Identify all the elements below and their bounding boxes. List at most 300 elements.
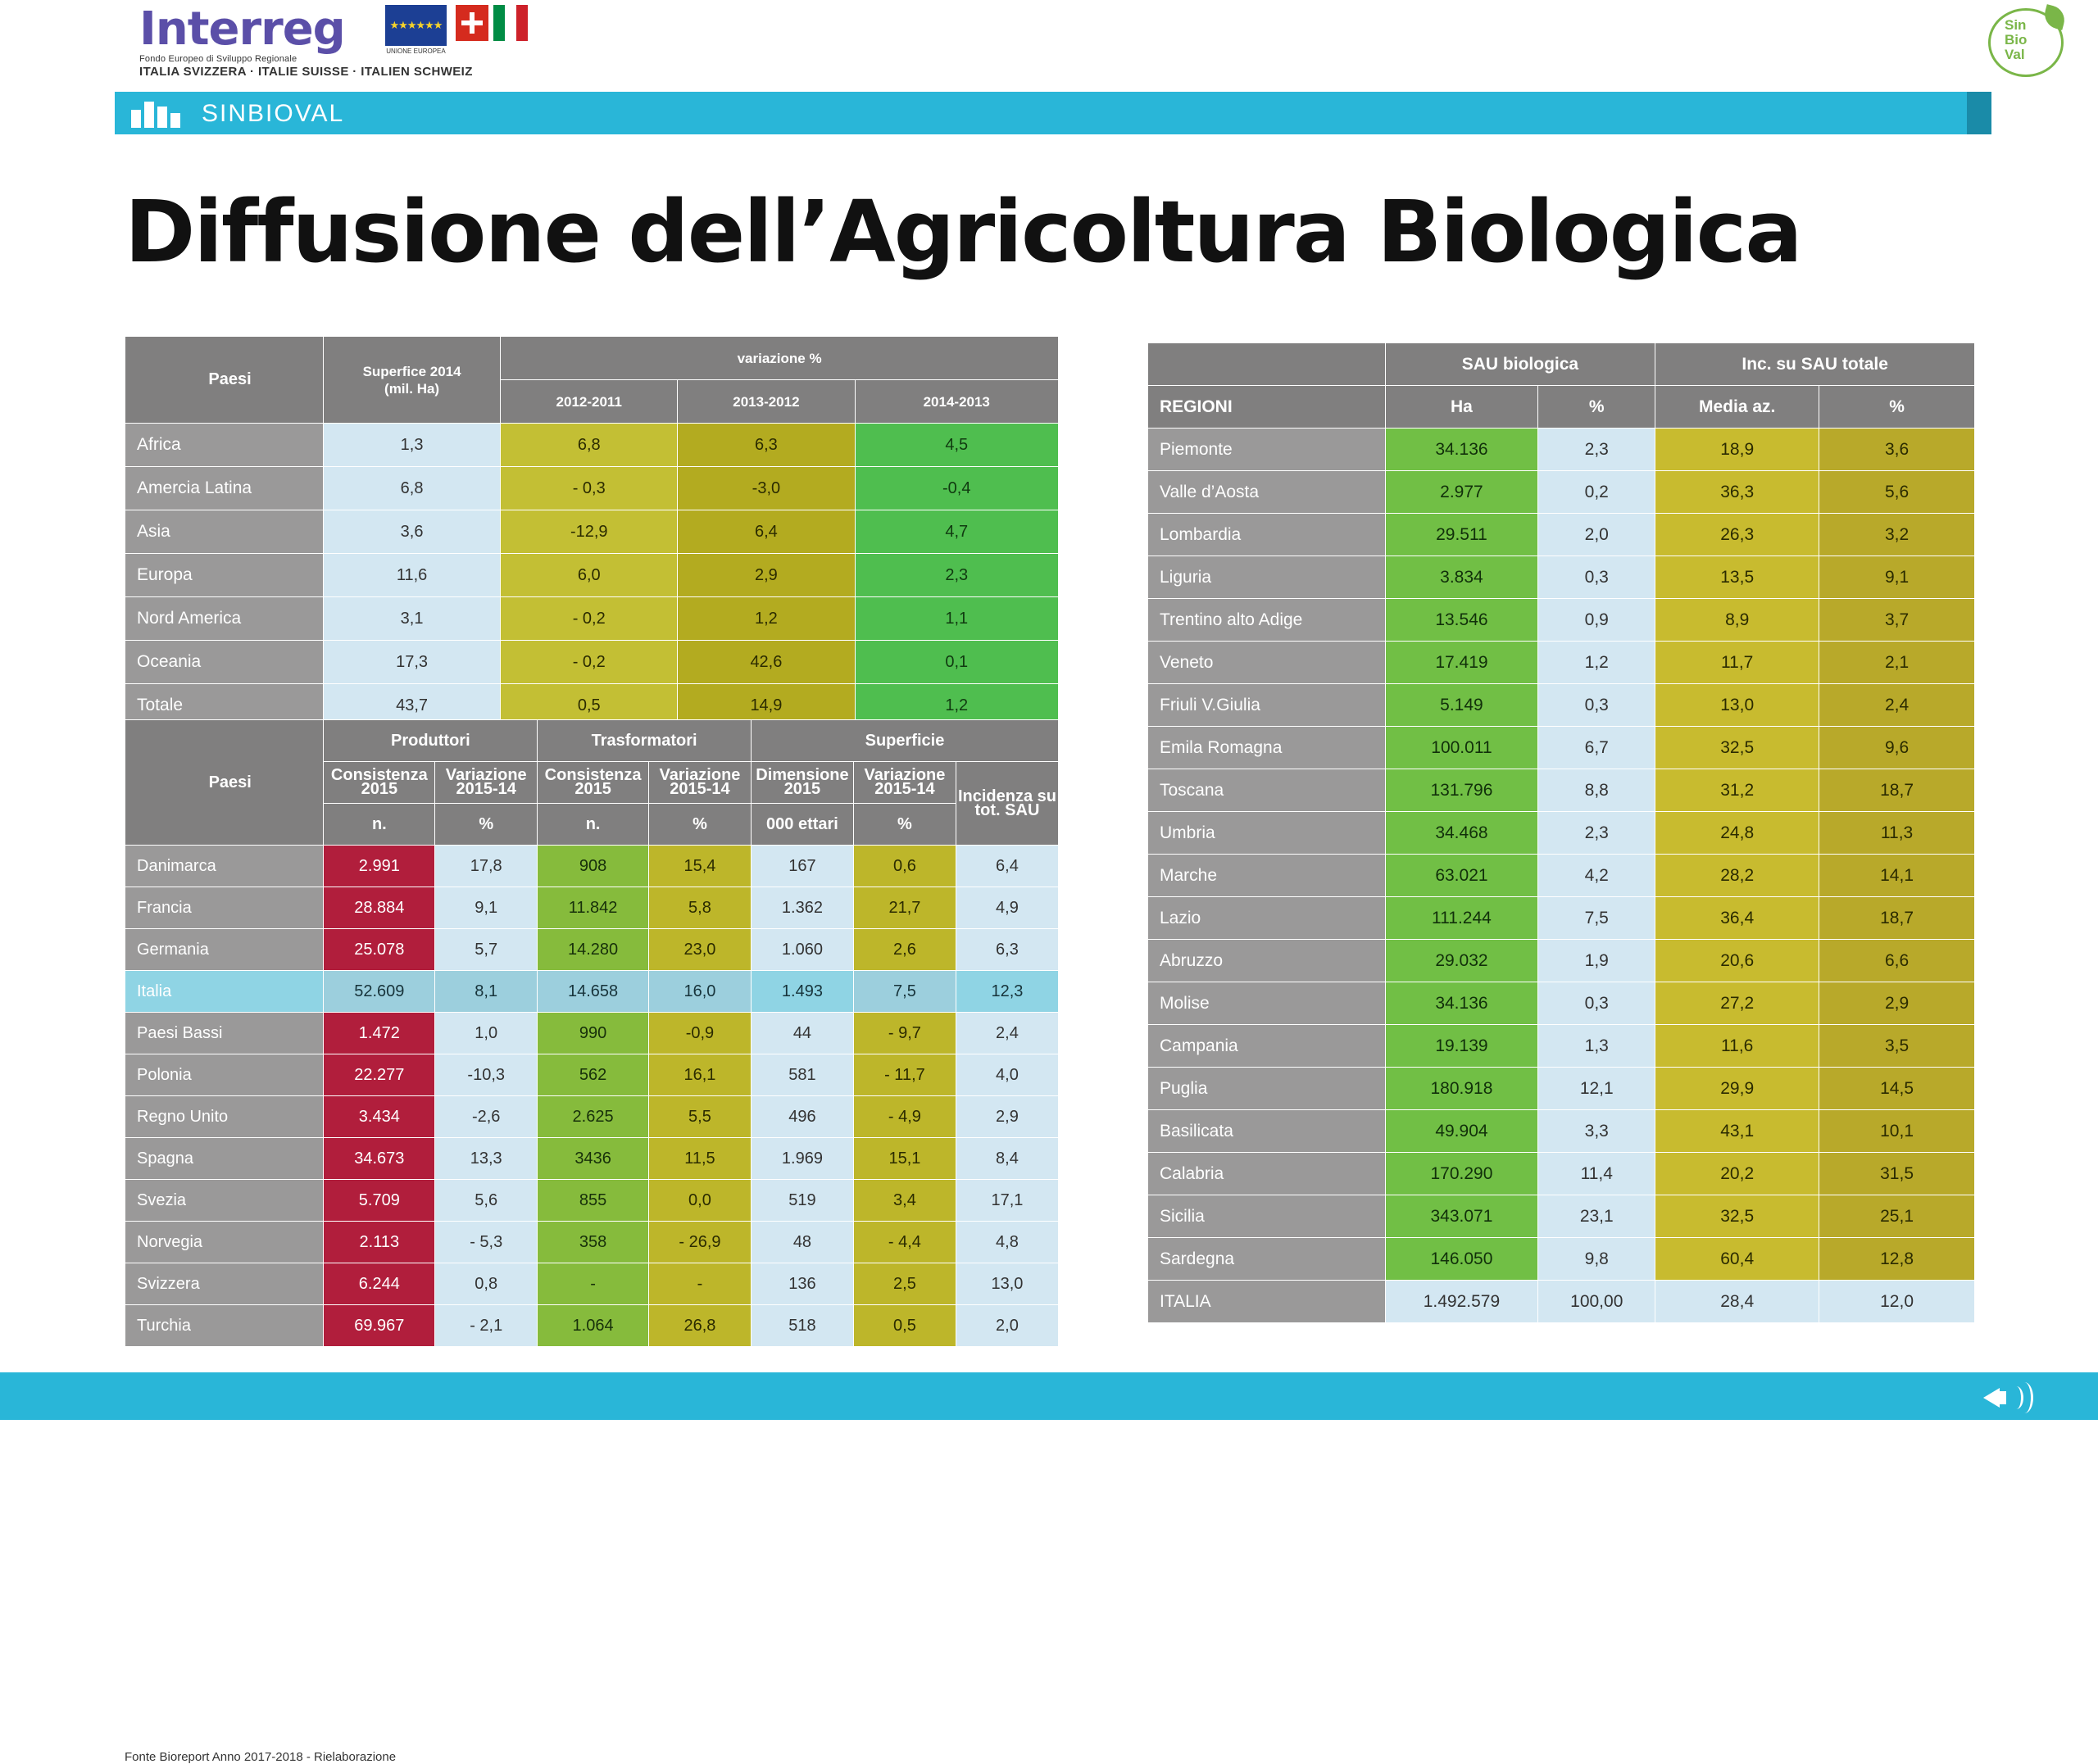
cell-superficie: 11,6 xyxy=(323,554,500,597)
cell-inc-pct: 25,1 xyxy=(1819,1195,1975,1238)
cell-sau-pct: 2,0 xyxy=(1538,514,1655,556)
table-row xyxy=(125,510,1059,554)
cell-produttori-variazione: 17,8 xyxy=(435,846,538,887)
table-row xyxy=(1148,1195,1975,1238)
cell-sau-ha: 34.136 xyxy=(1385,429,1538,471)
col-media-az: Media az. xyxy=(1655,386,1819,429)
row-label: Veneto xyxy=(1148,642,1386,684)
row-label: Africa xyxy=(125,424,324,467)
table-row xyxy=(1148,514,1975,556)
cell-trasformatori-consistenza: - xyxy=(538,1263,649,1305)
cell-superficie: 43,7 xyxy=(323,684,500,728)
cell-inc-pct: 10,1 xyxy=(1819,1110,1975,1153)
cell-trasformatori-variazione: - xyxy=(648,1263,751,1305)
cell-superficie-dimensione: 136 xyxy=(751,1263,853,1305)
cell-superficie-variazione: 0,5 xyxy=(853,1305,956,1347)
col-regioni: REGIONI xyxy=(1148,386,1386,429)
speaker-icon[interactable] xyxy=(1983,1381,2032,1414)
col-incidenza-sau: Incidenza su tot. SAU xyxy=(956,762,1058,846)
cell-trasformatori-consistenza: 1.064 xyxy=(538,1305,649,1347)
continents-table-body xyxy=(125,424,1059,750)
cell-produttori-consistenza: 22.277 xyxy=(324,1054,435,1096)
row-label: Sicilia xyxy=(1148,1195,1386,1238)
col-variazione-trasf: Variazione 2015-14 xyxy=(648,762,751,804)
cell-inc-pct: 18,7 xyxy=(1819,769,1975,812)
cell-produttori-consistenza: 28.884 xyxy=(324,887,435,929)
cell-inc-pct: 2,4 xyxy=(1819,684,1975,727)
table-row xyxy=(1148,897,1975,940)
cell-media-az: 32,5 xyxy=(1655,727,1819,769)
cell-trasformatori-variazione: 5,5 xyxy=(648,1096,751,1138)
cell-sau-ha: 19.139 xyxy=(1385,1025,1538,1068)
cell-produttori-consistenza: 2.113 xyxy=(324,1222,435,1263)
row-label: Sardegna xyxy=(1148,1238,1386,1281)
cell-inc-pct: 3,2 xyxy=(1819,514,1975,556)
cell-produttori-consistenza: 5.709 xyxy=(324,1180,435,1222)
table-row xyxy=(1148,982,1975,1025)
cell-inc-pct: 6,6 xyxy=(1819,940,1975,982)
table-total-row xyxy=(1148,1281,1975,1323)
cell-trasformatori-consistenza: 14.280 xyxy=(538,929,649,971)
cell-sau-ha: 100.011 xyxy=(1385,727,1538,769)
table-header-row xyxy=(125,720,1059,762)
col-consistenza-trasf: Consistenza 2015 xyxy=(538,762,649,804)
regions-table xyxy=(1147,342,1975,1323)
table-row xyxy=(1148,642,1975,684)
cell-produttori-variazione: - 5,3 xyxy=(435,1222,538,1263)
cell-media-az: 20,6 xyxy=(1655,940,1819,982)
col-sau-biologica: SAU biologica xyxy=(1385,343,1655,386)
cell-trasformatori-variazione: 0,0 xyxy=(648,1180,751,1222)
cell-sau-pct: 1,2 xyxy=(1538,642,1655,684)
table-header-row xyxy=(1148,343,1975,386)
cell-var-2013-2012: 14,9 xyxy=(678,684,855,728)
table-header-row xyxy=(125,337,1059,380)
cell-incidenza-sau: 13,0 xyxy=(956,1263,1058,1305)
row-label: Europa xyxy=(125,554,324,597)
cell-sau-pct: 0,2 xyxy=(1538,471,1655,514)
cell-superficie-variazione: 3,4 xyxy=(853,1180,956,1222)
cell-inc-pct: 5,6 xyxy=(1819,471,1975,514)
cell-produttori-consistenza: 25.078 xyxy=(324,929,435,971)
table-row xyxy=(1148,684,1975,727)
eu-flag-icon: ★★★★★★ xyxy=(385,5,447,46)
switzerland-flag-icon xyxy=(456,5,488,41)
col-variazione-group: variazione % xyxy=(501,337,1059,380)
col-superficie: Superficie xyxy=(751,720,1058,762)
cell-sau-ha: 131.796 xyxy=(1385,769,1538,812)
table-row xyxy=(1148,1068,1975,1110)
cell-incidenza-sau: 6,4 xyxy=(956,846,1058,887)
cell-var-2014-2013: 0,1 xyxy=(855,641,1059,684)
row-label: Calabria xyxy=(1148,1153,1386,1195)
row-label: Danimarca xyxy=(125,846,324,887)
page-footer xyxy=(0,1372,2098,1420)
cell-trasformatori-variazione: -0,9 xyxy=(648,1013,751,1054)
cell-trasformatori-consistenza: 2.625 xyxy=(538,1096,649,1138)
cell-var-2014-2013: 1,2 xyxy=(855,684,1059,728)
cell-var-2013-2012: 42,6 xyxy=(678,641,855,684)
cell-inc-pct: 2,1 xyxy=(1819,642,1975,684)
row-label: Turchia xyxy=(125,1305,324,1347)
cell-inc-pct: 11,3 xyxy=(1819,812,1975,855)
project-band-end xyxy=(1967,92,1991,134)
cell-trasformatori-consistenza: 358 xyxy=(538,1222,649,1263)
row-label: Campania xyxy=(1148,1025,1386,1068)
cell-produttori-variazione: 13,3 xyxy=(435,1138,538,1180)
row-label: Lazio xyxy=(1148,897,1386,940)
cell-sau-pct: 12,1 xyxy=(1538,1068,1655,1110)
cell-sau-pct: 0,3 xyxy=(1538,556,1655,599)
table-row xyxy=(125,641,1059,684)
row-label: Friuli V.Giulia xyxy=(1148,684,1386,727)
cell-sau-ha: 146.050 xyxy=(1385,1238,1538,1281)
cell-sau-ha: 180.918 xyxy=(1385,1068,1538,1110)
cell-superficie-dimensione: 518 xyxy=(751,1305,853,1347)
cell-superficie-variazione: 15,1 xyxy=(853,1138,956,1180)
cell-produttori-variazione: - 2,1 xyxy=(435,1305,538,1347)
cell-trasformatori-consistenza: 990 xyxy=(538,1013,649,1054)
col-produttori: Produttori xyxy=(324,720,538,762)
cell-superficie-dimensione: 581 xyxy=(751,1054,853,1096)
regions-table-body xyxy=(1148,429,1975,1323)
cell-trasformatori-variazione: 16,0 xyxy=(648,971,751,1013)
cell-sau-pct: 2,3 xyxy=(1538,429,1655,471)
unit-dim: 000 ettari xyxy=(751,804,853,846)
row-label: Svizzera xyxy=(125,1263,324,1305)
cell-inc-pct: 9,6 xyxy=(1819,727,1975,769)
row-label: Spagna xyxy=(125,1138,324,1180)
cell-inc-pct: 2,9 xyxy=(1819,982,1975,1025)
table-row xyxy=(1148,429,1975,471)
col-dimensione: Dimensione 2015 xyxy=(751,762,853,804)
cell-sau-pct: 1,3 xyxy=(1538,1025,1655,1068)
cell-incidenza-sau: 6,3 xyxy=(956,929,1058,971)
cell-var-2014-2013: 4,5 xyxy=(855,424,1059,467)
table-row xyxy=(125,1180,1059,1222)
cell-trasformatori-variazione: 23,0 xyxy=(648,929,751,971)
cell-media-az: 24,8 xyxy=(1655,812,1819,855)
row-label: Basilicata xyxy=(1148,1110,1386,1153)
cell-superficie-dimensione: 1.493 xyxy=(751,971,853,1013)
cell-superficie-variazione: - 4,9 xyxy=(853,1096,956,1138)
cell-sau-pct: 0,3 xyxy=(1538,982,1655,1025)
cell-sau-ha: 170.290 xyxy=(1385,1153,1538,1195)
cell-trasformatori-variazione: - 26,9 xyxy=(648,1222,751,1263)
cell-incidenza-sau: 17,1 xyxy=(956,1180,1058,1222)
cell-sau-pct: 4,2 xyxy=(1538,855,1655,897)
table-subheader-row xyxy=(1148,386,1975,429)
table-row xyxy=(1148,1153,1975,1195)
table-row xyxy=(125,846,1059,887)
cell-var-2012-2011: - 0,2 xyxy=(501,597,678,641)
table-row xyxy=(125,554,1059,597)
cell-superficie: 17,3 xyxy=(323,641,500,684)
cell-var-2013-2012: 6,3 xyxy=(678,424,855,467)
table-row xyxy=(125,467,1059,510)
row-label: Paesi Bassi xyxy=(125,1013,324,1054)
row-label: Totale xyxy=(125,684,324,728)
unit-prod-n: n. xyxy=(324,804,435,846)
table-row xyxy=(1148,855,1975,897)
cell-produttori-variazione: 1,0 xyxy=(435,1013,538,1054)
cell-sau-pct: 2,3 xyxy=(1538,812,1655,855)
cell-media-az: 8,9 xyxy=(1655,599,1819,642)
cell-trasformatori-variazione: 5,8 xyxy=(648,887,751,929)
cell-inc-pct: 12,8 xyxy=(1819,1238,1975,1281)
sinbioval-logo xyxy=(1983,5,2073,79)
cell-inc-pct: 14,1 xyxy=(1819,855,1975,897)
table-row xyxy=(125,887,1059,929)
col-2012-2011: 2012-2011 xyxy=(501,380,678,424)
cell-incidenza-sau: 2,9 xyxy=(956,1096,1058,1138)
col-2014-2013: 2014-2013 xyxy=(855,380,1059,424)
countries-table-grid xyxy=(125,719,1059,1347)
row-label: Amercia Latina xyxy=(125,467,324,510)
total-sau-ha: 1.492.579 xyxy=(1385,1281,1538,1323)
table-row xyxy=(125,1138,1059,1180)
cell-trasformatori-variazione: 16,1 xyxy=(648,1054,751,1096)
cell-media-az: 13,0 xyxy=(1655,684,1819,727)
countries-table-body xyxy=(125,846,1059,1347)
row-label: Molise xyxy=(1148,982,1386,1025)
col-blank xyxy=(1148,343,1386,386)
cell-trasformatori-variazione: 26,8 xyxy=(648,1305,751,1347)
cell-superficie: 3,6 xyxy=(323,510,500,554)
regions-table-grid xyxy=(1147,342,1975,1323)
cell-produttori-variazione: 8,1 xyxy=(435,971,538,1013)
cell-sau-pct: 1,9 xyxy=(1538,940,1655,982)
cell-sau-ha: 17.419 xyxy=(1385,642,1538,684)
cell-inc-pct: 18,7 xyxy=(1819,897,1975,940)
cell-trasformatori-consistenza: 14.658 xyxy=(538,971,649,1013)
cell-var-2013-2012: 2,9 xyxy=(678,554,855,597)
unit-trasf-n: n. xyxy=(538,804,649,846)
total-inc-pct: 12,0 xyxy=(1819,1281,1975,1323)
table-row xyxy=(125,1054,1059,1096)
cell-media-az: 27,2 xyxy=(1655,982,1819,1025)
cell-media-az: 26,3 xyxy=(1655,514,1819,556)
table-row xyxy=(125,1305,1059,1347)
cell-superficie-variazione: 21,7 xyxy=(853,887,956,929)
continents-table-grid xyxy=(125,336,1059,750)
cell-superficie: 1,3 xyxy=(323,424,500,467)
cell-var-2012-2011: 0,5 xyxy=(501,684,678,728)
cell-produttori-consistenza: 2.991 xyxy=(324,846,435,887)
col-superficie: Superfice 2014 (mil. Ha) xyxy=(323,337,500,424)
cell-superficie: 6,8 xyxy=(323,467,500,510)
cell-inc-pct: 9,1 xyxy=(1819,556,1975,599)
row-label: Piemonte xyxy=(1148,429,1386,471)
cell-var-2012-2011: - 0,2 xyxy=(501,641,678,684)
cell-trasformatori-variazione: 15,4 xyxy=(648,846,751,887)
cell-superficie-dimensione: 44 xyxy=(751,1013,853,1054)
cell-inc-pct: 3,6 xyxy=(1819,429,1975,471)
col-consistenza-2015: Consistenza 2015 xyxy=(324,762,435,804)
cell-var-2013-2012: -3,0 xyxy=(678,467,855,510)
cell-produttori-consistenza: 6.244 xyxy=(324,1263,435,1305)
cell-media-az: 36,4 xyxy=(1655,897,1819,940)
cell-produttori-variazione: -2,6 xyxy=(435,1096,538,1138)
cell-sau-ha: 2.977 xyxy=(1385,471,1538,514)
cell-trasformatori-consistenza: 3436 xyxy=(538,1138,649,1180)
table-row xyxy=(1148,556,1975,599)
cell-sau-ha: 63.021 xyxy=(1385,855,1538,897)
row-label: Toscana xyxy=(1148,769,1386,812)
table-row xyxy=(125,597,1059,641)
cell-media-az: 31,2 xyxy=(1655,769,1819,812)
cell-incidenza-sau: 4,8 xyxy=(956,1222,1058,1263)
cell-superficie: 3,1 xyxy=(323,597,500,641)
cell-sau-pct: 3,3 xyxy=(1538,1110,1655,1153)
table-row xyxy=(1148,1110,1975,1153)
cell-incidenza-sau: 4,9 xyxy=(956,887,1058,929)
cell-var-2014-2013: 1,1 xyxy=(855,597,1059,641)
unit-dim-pct: % xyxy=(853,804,956,846)
cell-superficie-dimensione: 496 xyxy=(751,1096,853,1138)
cell-superficie-dimensione: 1.362 xyxy=(751,887,853,929)
col-ha: Ha xyxy=(1385,386,1538,429)
cell-sau-pct: 7,5 xyxy=(1538,897,1655,940)
cell-media-az: 43,1 xyxy=(1655,1110,1819,1153)
table-row xyxy=(1148,1238,1975,1281)
continents-table xyxy=(125,336,1059,750)
cell-sau-ha: 29.032 xyxy=(1385,940,1538,982)
unit-trasf-pct: % xyxy=(648,804,751,846)
table-row xyxy=(125,1013,1059,1054)
total-media-az: 28,4 xyxy=(1655,1281,1819,1323)
table-row xyxy=(1148,1025,1975,1068)
table-row xyxy=(125,1096,1059,1138)
table-row xyxy=(125,929,1059,971)
cell-sau-ha: 34.136 xyxy=(1385,982,1538,1025)
cell-produttori-consistenza: 52.609 xyxy=(324,971,435,1013)
total-sau-pct: 100,00 xyxy=(1538,1281,1655,1323)
cell-media-az: 18,9 xyxy=(1655,429,1819,471)
row-label: Norvegia xyxy=(125,1222,324,1263)
cell-produttori-variazione: 0,8 xyxy=(435,1263,538,1305)
cell-incidenza-sau: 12,3 xyxy=(956,971,1058,1013)
cell-sau-pct: 23,1 xyxy=(1538,1195,1655,1238)
table-row xyxy=(1148,471,1975,514)
col-paesi: Paesi xyxy=(125,720,324,846)
cell-inc-pct: 31,5 xyxy=(1819,1153,1975,1195)
col-pct: % xyxy=(1538,386,1655,429)
cell-superficie-variazione: 2,5 xyxy=(853,1263,956,1305)
cell-sau-ha: 29.511 xyxy=(1385,514,1538,556)
italy-flag-icon xyxy=(493,5,528,41)
cell-incidenza-sau: 2,4 xyxy=(956,1013,1058,1054)
cell-media-az: 29,9 xyxy=(1655,1068,1819,1110)
table-row xyxy=(125,424,1059,467)
row-label: Italia xyxy=(125,971,324,1013)
col-variazione-prod: Variazione 2015-14 xyxy=(435,762,538,804)
cell-inc-pct: 14,5 xyxy=(1819,1068,1975,1110)
cell-superficie-variazione: - 4,4 xyxy=(853,1222,956,1263)
col-inc-sau-totale: Inc. su SAU totale xyxy=(1655,343,1975,386)
cell-sau-ha: 13.546 xyxy=(1385,599,1538,642)
row-label: Abruzzo xyxy=(1148,940,1386,982)
cell-var-2012-2011: 6,0 xyxy=(501,554,678,597)
project-band-title: SINBIOVAL xyxy=(202,100,345,127)
row-label: Oceania xyxy=(125,641,324,684)
cell-media-az: 28,2 xyxy=(1655,855,1819,897)
table-row xyxy=(125,971,1059,1013)
page-title: Diffusione dell’Agricoltura Biologica xyxy=(125,182,1801,282)
cell-media-az: 36,3 xyxy=(1655,471,1819,514)
cell-var-2013-2012: 1,2 xyxy=(678,597,855,641)
table-row xyxy=(1148,812,1975,855)
table-row xyxy=(125,1222,1059,1263)
cell-superficie-variazione: 0,6 xyxy=(853,846,956,887)
cell-superficie-dimensione: 1.969 xyxy=(751,1138,853,1180)
row-label: Liguria xyxy=(1148,556,1386,599)
interreg-subtitle-2: ITALIA SVIZZERA · ITALIE SUISSE · ITALIEN SCHWEIZ xyxy=(139,65,473,79)
cell-sau-ha: 3.834 xyxy=(1385,556,1538,599)
buildings-icon xyxy=(131,102,182,128)
cell-superficie-dimensione: 167 xyxy=(751,846,853,887)
col-paesi: Paesi xyxy=(125,337,324,424)
cell-produttori-variazione: 5,7 xyxy=(435,929,538,971)
row-label: Puglia xyxy=(1148,1068,1386,1110)
cell-trasformatori-consistenza: 11.842 xyxy=(538,887,649,929)
cell-produttori-consistenza: 69.967 xyxy=(324,1305,435,1347)
cell-media-az: 11,6 xyxy=(1655,1025,1819,1068)
row-label: Germania xyxy=(125,929,324,971)
cell-var-2014-2013: 2,3 xyxy=(855,554,1059,597)
col-trasformatori: Trasformatori xyxy=(538,720,752,762)
table-row xyxy=(125,1263,1059,1305)
cell-media-az: 32,5 xyxy=(1655,1195,1819,1238)
interreg-subtitle-1: Fondo Europeo di Sviluppo Regionale xyxy=(139,54,297,64)
cell-sau-ha: 343.071 xyxy=(1385,1195,1538,1238)
cell-trasformatori-consistenza: 562 xyxy=(538,1054,649,1096)
row-label: Polonia xyxy=(125,1054,324,1096)
cell-superficie-variazione: 7,5 xyxy=(853,971,956,1013)
row-label: Nord America xyxy=(125,597,324,641)
source-note: Fonte Bioreport Anno 2017-2018 - Rielaborazione xyxy=(125,1750,397,1764)
cell-incidenza-sau: 4,0 xyxy=(956,1054,1058,1096)
cell-produttori-variazione: 9,1 xyxy=(435,887,538,929)
cell-sau-pct: 0,9 xyxy=(1538,599,1655,642)
row-label: Emila Romagna xyxy=(1148,727,1386,769)
col-variazione-sup: Variazione 2015-14 xyxy=(853,762,956,804)
cell-sau-pct: 9,8 xyxy=(1538,1238,1655,1281)
cell-superficie-variazione: - 9,7 xyxy=(853,1013,956,1054)
table-row xyxy=(1148,727,1975,769)
cell-superficie-dimensione: 1.060 xyxy=(751,929,853,971)
col-inc-pct: % xyxy=(1819,386,1975,429)
project-band xyxy=(115,92,1967,134)
cell-superficie-variazione: - 11,7 xyxy=(853,1054,956,1096)
table-row xyxy=(1148,599,1975,642)
cell-incidenza-sau: 8,4 xyxy=(956,1138,1058,1180)
cell-var-2014-2013: -0,4 xyxy=(855,467,1059,510)
cell-var-2013-2012: 6,4 xyxy=(678,510,855,554)
cell-trasformatori-consistenza: 908 xyxy=(538,846,649,887)
cell-sau-ha: 5.149 xyxy=(1385,684,1538,727)
row-label: Asia xyxy=(125,510,324,554)
cell-sau-pct: 0,3 xyxy=(1538,684,1655,727)
table-row xyxy=(1148,769,1975,812)
row-label: Trentino alto Adige xyxy=(1148,599,1386,642)
col-2013-2012: 2013-2012 xyxy=(678,380,855,424)
row-label: Umbria xyxy=(1148,812,1386,855)
row-label: Svezia xyxy=(125,1180,324,1222)
cell-var-2012-2011: - 0,3 xyxy=(501,467,678,510)
eu-flag-caption: UNIONE EUROPEA xyxy=(386,48,446,55)
cell-superficie-dimensione: 48 xyxy=(751,1222,853,1263)
